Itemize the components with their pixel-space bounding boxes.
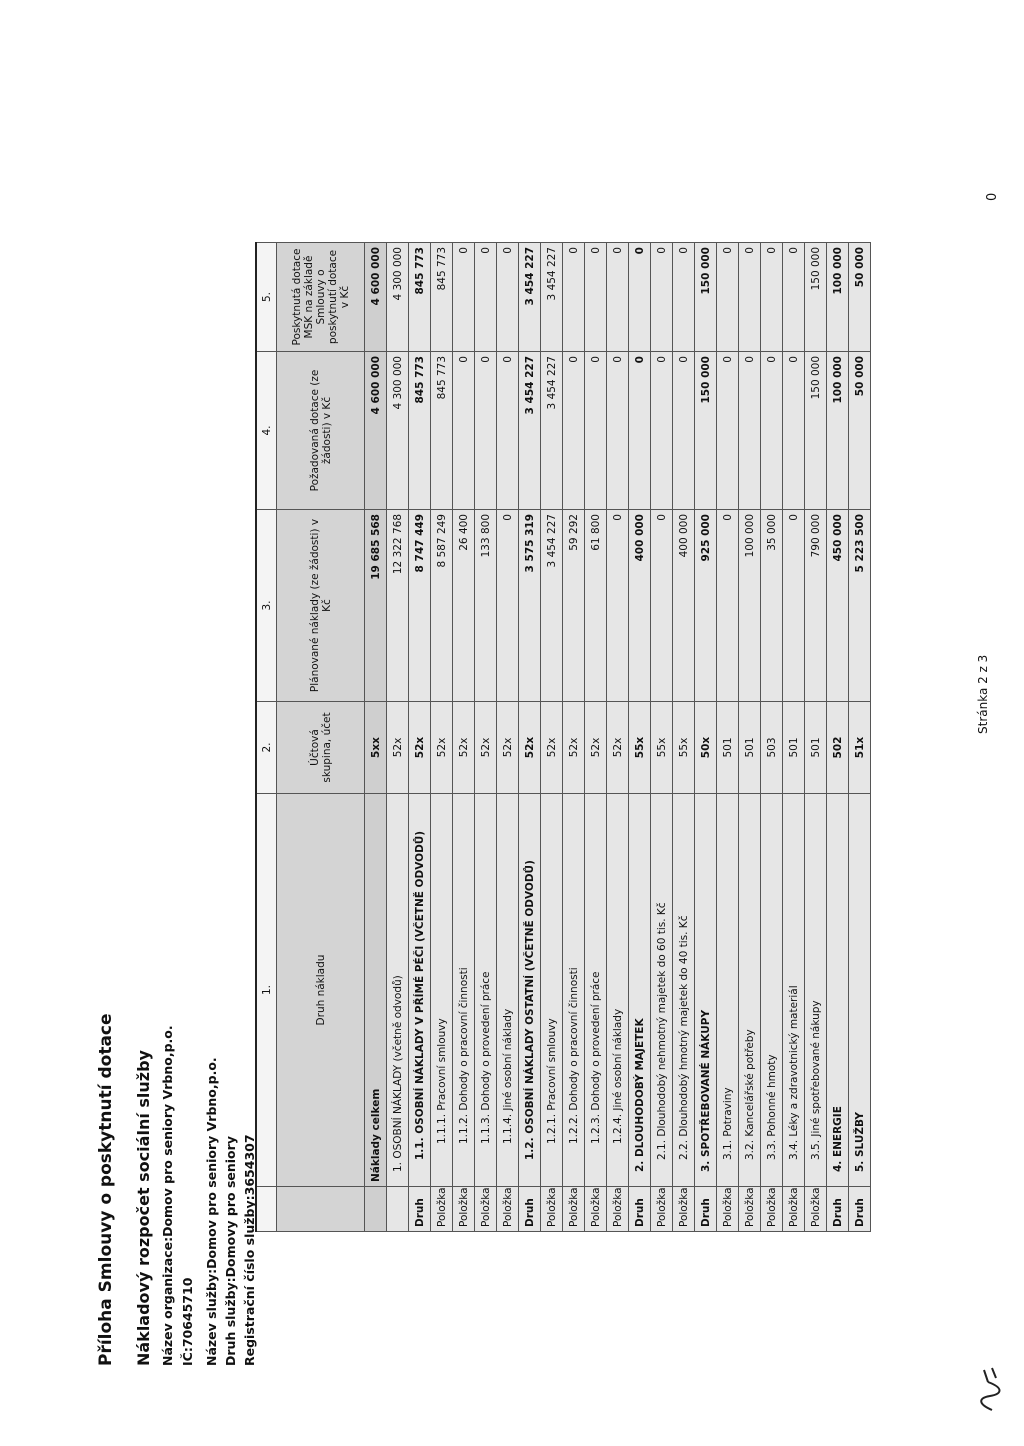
account-cell: 501: [805, 701, 826, 793]
granted-grant-cell: 0: [651, 242, 672, 351]
requested-grant-cell: 0: [475, 351, 496, 509]
account-cell: 52x: [387, 701, 408, 793]
cost-type-cell: 1.1.3. Dohody o provedení práce: [475, 793, 496, 1186]
granted-grant-cell: 4 600 000: [365, 242, 386, 351]
row-type-cell: Druh: [695, 1186, 716, 1232]
planned-cost-cell: 19 685 568: [365, 509, 386, 701]
cost-type-cell: 2.1. Dlouhodobý nehmotný majetek do 60 tis. Kč: [651, 793, 672, 1186]
column-number: 4.: [257, 351, 276, 509]
granted-grant-cell: 0: [563, 242, 584, 351]
row-type-cell: Položka: [673, 1186, 694, 1232]
row-type-cell: Druh: [827, 1186, 848, 1232]
table-row: [409, 242, 431, 1232]
account-cell: 502: [827, 701, 848, 793]
table-row: [541, 242, 563, 1232]
table-row: [783, 242, 805, 1232]
planned-cost-cell: 790 000: [805, 509, 826, 701]
row-type-cell: Položka: [805, 1186, 826, 1232]
table-row: [761, 242, 783, 1232]
organization-name: Název organizace:Domov pro seniory Vrbno,p.o.: [160, 1025, 175, 1366]
granted-grant-cell: 845 773: [431, 242, 452, 351]
table-row: [651, 242, 673, 1232]
column-header: Požadovaná dotace (ze žádosti) v Kč: [277, 351, 364, 509]
cost-type-cell: 4. ENERGIE: [827, 793, 848, 1186]
planned-cost-cell: 3 454 227: [541, 509, 562, 701]
requested-grant-cell: 0: [453, 351, 474, 509]
cost-type-cell: 2. DLOUHODOBÝ MAJETEK: [629, 793, 650, 1186]
registration-number: Registrační číslo služby:3654307: [242, 1134, 257, 1366]
table-row: [717, 242, 739, 1232]
table-row: [563, 242, 585, 1232]
granted-grant-cell: 0: [607, 242, 628, 351]
requested-grant-cell: 0: [673, 351, 694, 509]
account-cell: 503: [761, 701, 782, 793]
column-header: Účtová skupina, účet: [277, 701, 364, 793]
column-number: 3.: [257, 509, 276, 701]
requested-grant-cell: 4 300 000: [387, 351, 408, 509]
requested-grant-cell: 100 000: [827, 351, 848, 509]
planned-cost-cell: 61 800: [585, 509, 606, 701]
requested-grant-cell: 0: [629, 351, 650, 509]
requested-grant-cell: 0: [783, 351, 804, 509]
requested-grant-cell: 845 773: [409, 351, 430, 509]
cost-type-cell: 3. SPOTŘEBOVANÉ NÁKUPY: [695, 793, 716, 1186]
table-row: [431, 242, 453, 1232]
planned-cost-cell: 100 000: [739, 509, 760, 701]
planned-cost-cell: 0: [783, 509, 804, 701]
table-row: [849, 242, 871, 1232]
requested-grant-cell: 150 000: [695, 351, 716, 509]
granted-grant-cell: 0: [673, 242, 694, 351]
granted-grant-cell: 0: [761, 242, 782, 351]
table-row: [497, 242, 519, 1232]
account-cell: 55x: [629, 701, 650, 793]
column-header: Plánované náklady (ze žádosti) v Kč: [277, 509, 364, 701]
table-row: [739, 242, 761, 1232]
planned-cost-cell: 0: [607, 509, 628, 701]
granted-grant-cell: 4 300 000: [387, 242, 408, 351]
signature-mark: [970, 1358, 1010, 1418]
requested-grant-cell: 150 000: [805, 351, 826, 509]
account-cell: 501: [783, 701, 804, 793]
granted-grant-cell: 150 000: [695, 242, 716, 351]
planned-cost-cell: 400 000: [673, 509, 694, 701]
cost-type-cell: 1. OSOBNÍ NÁKLADY (včetně odvodů): [387, 793, 408, 1186]
granted-grant-cell: 3 454 227: [519, 242, 540, 351]
account-cell: 52x: [585, 701, 606, 793]
requested-grant-cell: 0: [585, 351, 606, 509]
granted-grant-cell: 100 000: [827, 242, 848, 351]
planned-cost-cell: 400 000: [629, 509, 650, 701]
column-header: Poskytnutá dotace MSK na základě Smlouvy o poskytnutí dotace v Kč: [277, 242, 364, 351]
column-header: Druh nákladu: [277, 793, 364, 1186]
table-row: [453, 242, 475, 1232]
table-row: [695, 242, 717, 1232]
account-cell: 55x: [651, 701, 672, 793]
planned-cost-cell: 8 587 249: [431, 509, 452, 701]
document-subtitle: Nákladový rozpočet sociální služby: [134, 1050, 153, 1366]
account-cell: 55x: [673, 701, 694, 793]
planned-cost-cell: 8 747 449: [409, 509, 430, 701]
cost-type-cell: 1.1.1. Pracovní smlouvy: [431, 793, 452, 1186]
requested-grant-cell: 0: [607, 351, 628, 509]
requested-grant-cell: 0: [761, 351, 782, 509]
requested-grant-cell: 0: [651, 351, 672, 509]
row-type-cell: [387, 1186, 408, 1232]
row-type-cell: Položka: [739, 1186, 760, 1232]
granted-grant-cell: 0: [497, 242, 518, 351]
account-cell: 52x: [563, 701, 584, 793]
planned-cost-cell: 59 292: [563, 509, 584, 701]
granted-grant-cell: 0: [585, 242, 606, 351]
granted-grant-cell: 0: [475, 242, 496, 351]
header-row: [277, 242, 365, 1232]
service-name: Název služby:Domov pro seniory Vrbno,p.o.: [204, 1057, 219, 1366]
requested-grant-cell: 0: [717, 351, 738, 509]
account-cell: 50x: [695, 701, 716, 793]
row-type-cell: Druh: [409, 1186, 430, 1232]
margin-mark: 0: [985, 192, 1000, 201]
row-type-cell: Položka: [541, 1186, 562, 1232]
row-type-cell: Položka: [497, 1186, 518, 1232]
planned-cost-cell: 0: [497, 509, 518, 701]
account-cell: 51x: [849, 701, 870, 793]
row-type-cell: Položka: [563, 1186, 584, 1232]
row-type-cell: Položka: [453, 1186, 474, 1232]
granted-grant-cell: 845 773: [409, 242, 430, 351]
table-row: [387, 242, 409, 1232]
cost-type-cell: 1.1.4. Jiné osobní náklady: [497, 793, 518, 1186]
row-type-cell: Položka: [431, 1186, 452, 1232]
account-cell: 5xx: [365, 701, 386, 793]
granted-grant-cell: 3 454 227: [541, 242, 562, 351]
table-row: [805, 242, 827, 1232]
column-number: 2.: [257, 701, 276, 793]
requested-grant-cell: 0: [563, 351, 584, 509]
planned-cost-cell: 0: [717, 509, 738, 701]
table-row: [827, 242, 849, 1232]
row-type-cell: [365, 1186, 386, 1232]
cost-type-cell: 1.2. OSOBNÍ NÁKLADY OSTATNÍ (VČETNĚ ODVODŮ): [519, 793, 540, 1186]
account-cell: 52x: [409, 701, 430, 793]
account-cell: 501: [739, 701, 760, 793]
account-cell: 52x: [519, 701, 540, 793]
row-type-cell: Položka: [761, 1186, 782, 1232]
page-number: Stránka 2 z 3: [976, 654, 990, 734]
column-number-row: [255, 242, 277, 1232]
requested-grant-cell: 845 773: [431, 351, 452, 509]
table-row: [585, 242, 607, 1232]
requested-grant-cell: 0: [739, 351, 760, 509]
table-body: [365, 242, 871, 1232]
row-type-cell: Položka: [651, 1186, 672, 1232]
row-type-cell: Položka: [783, 1186, 804, 1232]
table-row: [629, 242, 651, 1232]
row-type-cell: Položka: [475, 1186, 496, 1232]
cost-type-cell: 1.2.2. Dohody o pracovní činnosti: [563, 793, 584, 1186]
cost-type-cell: Náklady celkem: [365, 793, 386, 1186]
row-type-cell: Druh: [629, 1186, 650, 1232]
planned-cost-cell: 450 000: [827, 509, 848, 701]
column-number: 1.: [257, 793, 276, 1186]
cost-type-cell: 1.1.2. Dohody o pracovní činnosti: [453, 793, 474, 1186]
planned-cost-cell: 3 575 319: [519, 509, 540, 701]
account-cell: 52x: [475, 701, 496, 793]
account-cell: 52x: [541, 701, 562, 793]
cost-type-cell: 3.4. Léky a zdravotnický materiál: [783, 793, 804, 1186]
cost-type-cell: 5. SLUŽBY: [849, 793, 870, 1186]
account-cell: 501: [717, 701, 738, 793]
planned-cost-cell: 12 322 768: [387, 509, 408, 701]
account-cell: 52x: [607, 701, 628, 793]
cost-type-cell: 2.2. Dlouhodobý hmotný majetek do 40 tis. Kč: [673, 793, 694, 1186]
table-row: [365, 242, 387, 1232]
planned-cost-cell: 5 223 500: [849, 509, 870, 701]
planned-cost-cell: 35 000: [761, 509, 782, 701]
document-title: Příloha Smlouvy o poskytnutí dotace: [96, 1013, 116, 1366]
cost-type-cell: 3.3. Pohonné hmoty: [761, 793, 782, 1186]
table-row: [475, 242, 497, 1232]
budget-table: [255, 242, 927, 1232]
granted-grant-cell: 0: [717, 242, 738, 351]
granted-grant-cell: 0: [453, 242, 474, 351]
row-type-cell: Položka: [717, 1186, 738, 1232]
cost-type-cell: 3.5. Jiné spotřebované nákupy: [805, 793, 826, 1186]
table-row: [519, 242, 541, 1232]
granted-grant-cell: 0: [629, 242, 650, 351]
granted-grant-cell: 50 000: [849, 242, 870, 351]
account-cell: 52x: [497, 701, 518, 793]
cost-type-cell: 3.1. Potraviny: [717, 793, 738, 1186]
cost-type-cell: 1.2.1. Pracovní smlouvy: [541, 793, 562, 1186]
table-row: [607, 242, 629, 1232]
cost-type-cell: 1.2.3. Dohody o provedení práce: [585, 793, 606, 1186]
column-header: [277, 1186, 364, 1232]
service-kind: Druh služby:Domovy pro seniory: [223, 1136, 238, 1366]
cost-type-cell: 1.1. OSOBNÍ NÁKLADY V PŘÍMÉ PÉČI (VČETNĚ ODVODŮ): [409, 793, 430, 1186]
granted-grant-cell: 0: [739, 242, 760, 351]
column-number: 5.: [257, 242, 276, 351]
requested-grant-cell: 0: [497, 351, 518, 509]
requested-grant-cell: 3 454 227: [519, 351, 540, 509]
requested-grant-cell: 4 600 000: [365, 351, 386, 509]
requested-grant-cell: 3 454 227: [541, 351, 562, 509]
row-type-cell: Druh: [519, 1186, 540, 1232]
organization-id: IČ:70645710: [180, 1277, 195, 1366]
account-cell: 52x: [453, 701, 474, 793]
row-type-cell: Položka: [585, 1186, 606, 1232]
row-type-cell: Druh: [849, 1186, 870, 1232]
planned-cost-cell: 26 400: [453, 509, 474, 701]
requested-grant-cell: 50 000: [849, 351, 870, 509]
row-type-cell: Položka: [607, 1186, 628, 1232]
column-number: [257, 1186, 276, 1232]
planned-cost-cell: 0: [651, 509, 672, 701]
planned-cost-cell: 133 800: [475, 509, 496, 701]
granted-grant-cell: 0: [783, 242, 804, 351]
cost-type-cell: 3.2. Kancelářské potřeby: [739, 793, 760, 1186]
granted-grant-cell: 150 000: [805, 242, 826, 351]
planned-cost-cell: 925 000: [695, 509, 716, 701]
table-row: [673, 242, 695, 1232]
account-cell: 52x: [431, 701, 452, 793]
cost-type-cell: 1.2.4. Jiné osobní náklady: [607, 793, 628, 1186]
